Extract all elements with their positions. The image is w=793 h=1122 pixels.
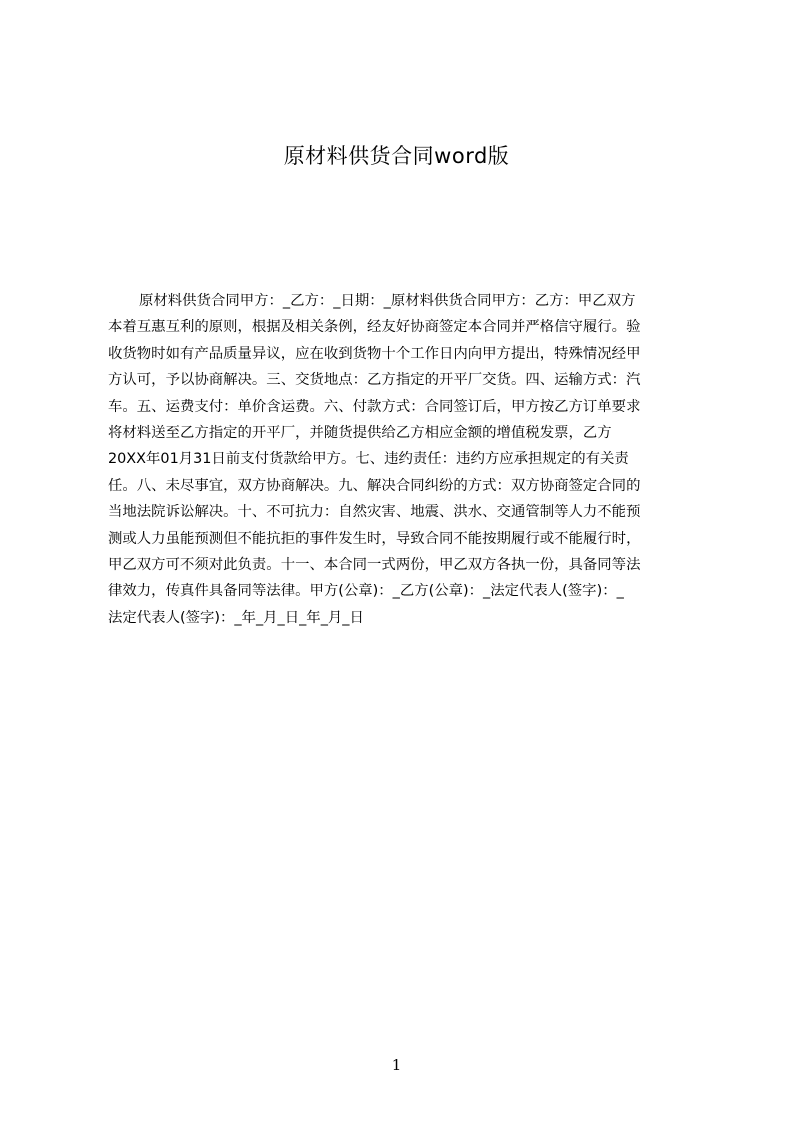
body-line: 原材料供货合同甲方：_乙方：_日期：_原材料供货合同甲方：乙方：甲乙双方	[139, 293, 636, 309]
body-line: 法定代表人(签字)：_年_月_日_年_月_日	[108, 609, 364, 626]
page-number: 1	[391, 1056, 402, 1074]
body-line: 甲乙双方可不须对此负责。十一、本合同一式两份，甲乙双方各执一份，具备同等法	[108, 556, 641, 573]
body-line: 测或人力虽能预测但不能抗拒的事件发生时，导致合同不能按期履行或不能履行时，	[108, 530, 641, 547]
contract-body	[108, 288, 698, 631]
body-line: 20XX年01月31日前支付货款给甲方。七、违约责任：违约方应承担规定的有关责	[108, 451, 629, 468]
body-line: 方认可，予以协商解决。三、交货地点：乙方指定的开平厂交货。四、运输方式：汽	[108, 372, 641, 389]
body-line: 当地法院诉讼解决。十、不可抗力：自然灾害、地震、洪水、交通管制等人力不能预	[108, 504, 641, 521]
body-line: 收货物时如有产品质量异议，应在收到货物十个工作日内向甲方提出，特殊情况经甲	[108, 345, 641, 362]
body-line: 律效力，传真件具备同等法律。甲方(公章)：_乙方(公章)：_法定代表人(签字)：_	[108, 583, 624, 600]
body-line: 车。五、运费支付：单价含运费。六、付款方式：合同签订后，甲方按乙方订单要求	[108, 398, 641, 415]
body-line: 本着互惠互利的原则，根据及相关条例，经友好协商签定本合同并严格信守履行。验	[108, 319, 641, 336]
body-line: 将材料送至乙方指定的开平厂，并随货提供给乙方相应金额的增值税发票，乙方	[108, 424, 612, 441]
body-line: 任。八、未尽事宜，双方协商解决。九、解决合同纠纷的方式：双方协商签定合同的	[108, 477, 641, 494]
document-title: 原材料供货合同word版	[283, 144, 510, 168]
